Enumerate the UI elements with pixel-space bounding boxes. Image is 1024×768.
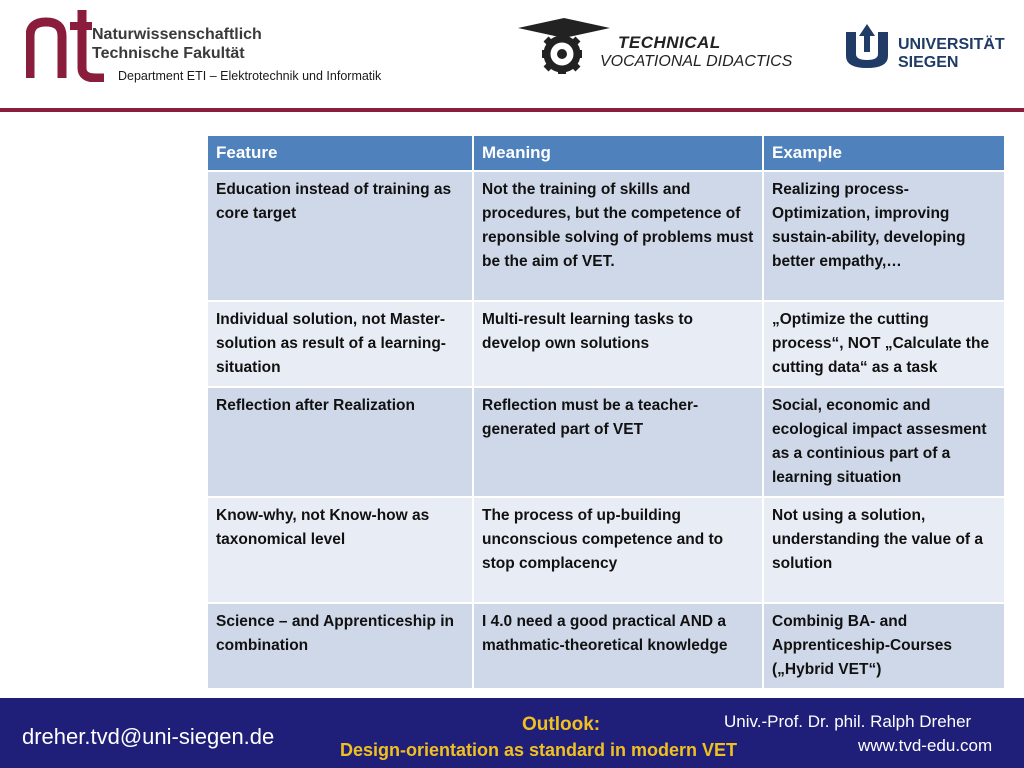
column-header-example: Example <box>763 135 1005 171</box>
department-name: Department ETI – Elektrotechnik und Informatik <box>118 69 382 83</box>
table-row <box>207 497 1005 603</box>
table-row <box>207 171 1005 301</box>
outlook-text: Design-orientation as standard in modern VET <box>340 740 738 760</box>
feature-cell: Education instead of training as core target <box>207 171 473 301</box>
meaning-cell: The process of up-building unconscious competence and to stop complacency <box>473 497 763 603</box>
table-row <box>207 387 1005 497</box>
feature-cell: Reflection after Realization <box>207 387 473 497</box>
professor-name: Univ.-Prof. Dr. phil. Ralph Dreher <box>724 712 972 731</box>
features-table <box>206 134 1006 690</box>
column-header-meaning: Meaning <box>473 135 763 171</box>
meaning-cell: Reflection must be a teacher-generated part of VET <box>473 387 763 497</box>
slide-header <box>0 0 1024 108</box>
meaning-cell: Not the training of skills and procedures, but the competence of reponsible solving of problems must be the aim of VET. <box>473 171 763 301</box>
outlook-title: Outlook: <box>522 714 601 735</box>
meaning-cell: I 4.0 need a good practical AND a mathmatic-theoretical knowledge <box>473 603 763 689</box>
faculty-name-line1: Naturwissenschaftlich <box>92 26 262 43</box>
feature-cell: Individual solution, not Master-solution as result of a learning-situation <box>207 301 473 387</box>
university-siegen-logo-icon <box>842 22 892 72</box>
university-name-line1: UNIVERSITÄT <box>898 36 1005 53</box>
example-cell: Realizing process-Optimization, improving sustain-ability, developing better empathy,… <box>763 171 1005 301</box>
table-row <box>207 603 1005 689</box>
tvd-title-line2: VOCATIONAL DIDACTICS <box>600 53 793 70</box>
table-header-row <box>207 135 1005 171</box>
nt-faculty-logo <box>26 6 108 82</box>
faculty-name-line2: Technische Fakultät <box>92 45 245 62</box>
university-name-line2: SIEGEN <box>898 54 959 71</box>
meaning-cell: Multi-result learning tasks to develop own solutions <box>473 301 763 387</box>
feature-cell: Science – and Apprenticeship in combination <box>207 603 473 689</box>
feature-cell: Know-why, not Know-how as taxonomical level <box>207 497 473 603</box>
example-cell: Social, economic and ecological impact assesment as a continious part of a learning situation <box>763 387 1005 497</box>
tvd-title-line1: TECHNICAL <box>618 33 721 52</box>
example-cell: „Optimize the cutting process“, NOT „Calculate the cutting data“ as a task <box>763 301 1005 387</box>
example-cell: Not using a solution, understanding the value of a solution <box>763 497 1005 603</box>
table-row <box>207 301 1005 387</box>
header-divider <box>0 108 1024 112</box>
example-cell: Combinig BA- and Apprenticeship-Courses („Hybrid VET“) <box>763 603 1005 689</box>
contact-email: dreher.tvd@uni-siegen.de <box>22 724 275 749</box>
website-url: www.tvd-edu.com <box>858 736 993 755</box>
column-header-feature: Feature <box>207 135 473 171</box>
